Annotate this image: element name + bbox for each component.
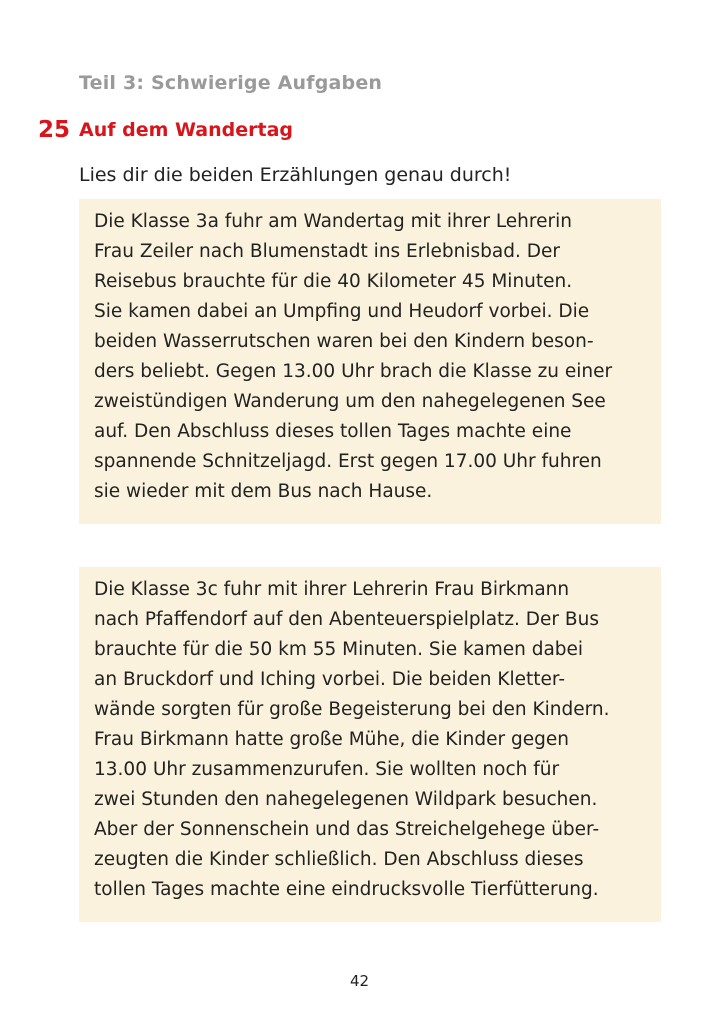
story-line: zweistündigen Wanderung um den nahegelegenen See xyxy=(94,391,606,412)
story-line: tollen Tages machte eine eindrucksvolle Tierfütterung. xyxy=(94,879,599,900)
story-box-2 xyxy=(79,567,661,922)
story-line: an Bruckdorf und Iching vorbei. Die beiden Kletter- xyxy=(94,669,566,690)
story-line: nach Pfaffendorf auf den Abenteuerspielplatz. Der Bus xyxy=(94,609,599,630)
story-line: 13.00 Uhr zusammenzurufen. Sie wollten noch für xyxy=(94,759,560,780)
story-line: Frau Zeiler nach Blumenstadt ins Erlebnisbad. Der xyxy=(94,241,560,262)
task-instruction: Lies dir die beiden Erzählungen genau durch! xyxy=(79,164,512,186)
story-line: ders beliebt. Gegen 13.00 Uhr brach die Klasse zu einer xyxy=(94,361,613,382)
story-line: Reisebus brauchte für die 40 Kilometer 45 Minuten. xyxy=(94,271,573,292)
story-line: beiden Wasserrutschen waren bei den Kindern beson- xyxy=(94,331,594,352)
story-box-1 xyxy=(79,199,661,524)
story-line: Frau Birkmann hatte große Mühe, die Kinder gegen xyxy=(94,729,569,750)
story-line: zwei Stunden den nahegelegenen Wildpark besuchen. xyxy=(94,789,598,810)
story-line: sie wieder mit dem Bus nach Hause. xyxy=(94,481,433,502)
story-line: brauchte für die 50 km 55 Minuten. Sie kamen dabei xyxy=(94,639,584,660)
task-number: 25 xyxy=(38,117,71,143)
story-line: Die Klasse 3a fuhr am Wandertag mit ihrer Lehrerin xyxy=(94,211,572,232)
story-line: auf. Den Abschluss dieses tollen Tages machte eine xyxy=(94,421,572,442)
task-title: Auf dem Wandertag xyxy=(79,119,294,141)
story-line: Sie kamen dabei an Umpfing und Heudorf vorbei. Die xyxy=(94,301,590,322)
story-line: spannende Schnitzeljagd. Erst gegen 17.00 Uhr fuhren xyxy=(94,451,602,472)
story-line: Die Klasse 3c fuhr mit ihrer Lehrerin Frau Birkmann xyxy=(94,579,570,600)
story-line: wände sorgten für große Begeisterung bei den Kindern. xyxy=(94,699,610,720)
story-line: zeugten die Kinder schließlich. Den Abschluss dieses xyxy=(94,849,584,870)
section-heading: Teil 3: Schwierige Aufgaben xyxy=(79,72,383,94)
story-line: Aber der Sonnenschein und das Streichelgehege über- xyxy=(94,819,600,840)
page-number: 42 xyxy=(349,972,370,990)
